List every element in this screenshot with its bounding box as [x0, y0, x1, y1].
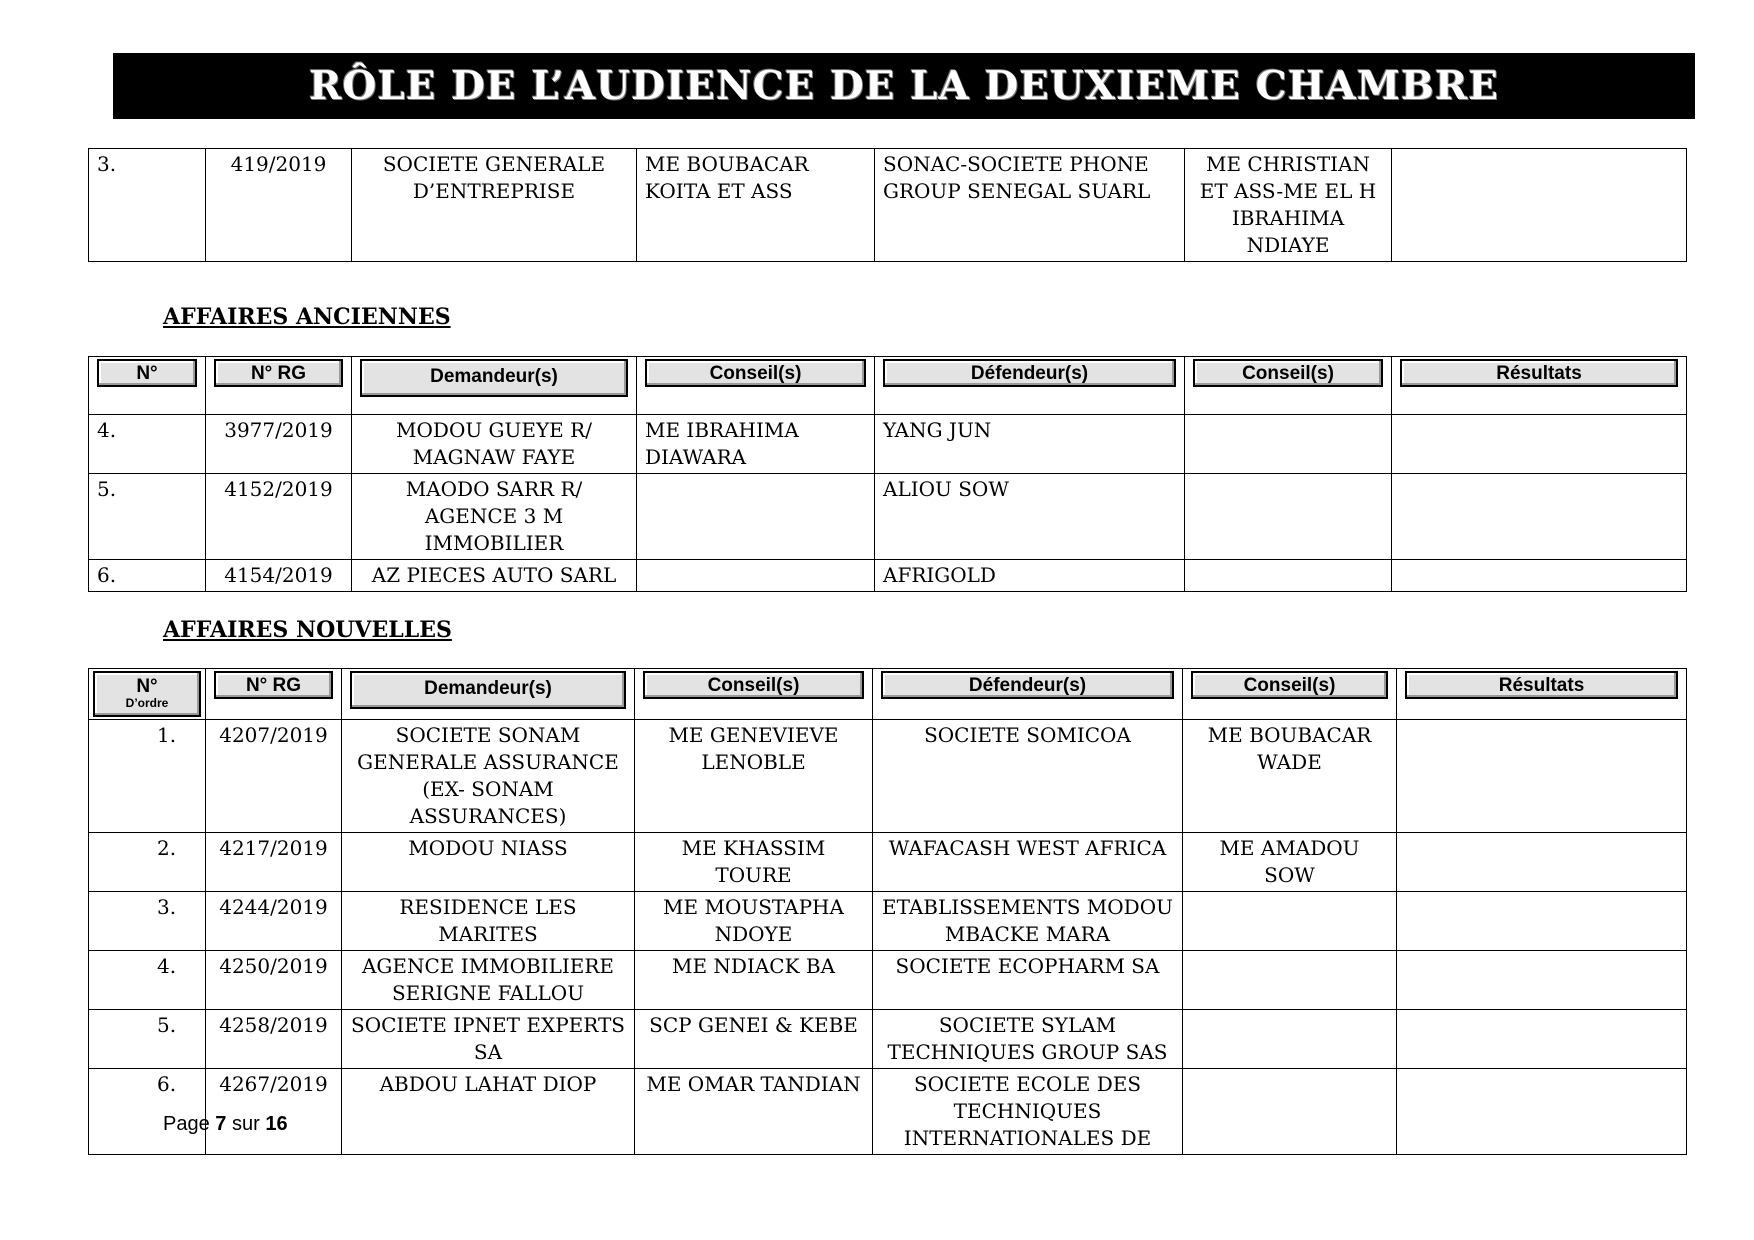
header-conseil2: [1185, 357, 1392, 415]
cell-rg: 4207/2019: [206, 720, 342, 833]
cell-conseil2: [1185, 474, 1392, 560]
footer-page-number: 7: [215, 1113, 227, 1135]
footer-page-total: 16: [265, 1113, 288, 1135]
header-n: [89, 357, 206, 415]
cell-demandeur: ABDOU LAHAT DIOP: [342, 1069, 635, 1155]
header-demandeur: [342, 669, 635, 720]
cell-conseil: ME GENEVIEVE LENOBLE: [635, 720, 873, 833]
cell-conseil2: ME BOUBACAR WADE: [1183, 720, 1397, 833]
cell-n: 6.: [89, 1069, 206, 1155]
header-rg: [206, 669, 342, 720]
cell-demandeur: SOCIETE GENERALE D’ENTREPRISE: [352, 149, 637, 262]
header-defendeur: [873, 669, 1183, 720]
cell-conseil: ME OMAR TANDIAN: [635, 1069, 873, 1155]
cell-conseil2: [1183, 1069, 1397, 1155]
table-row: [89, 149, 1687, 262]
cell-resultats: [1392, 149, 1687, 262]
cell-defendeur: YANG JUN: [875, 415, 1185, 474]
cell-conseil2: ME AMADOU SOW: [1183, 833, 1397, 892]
table-row: [89, 951, 1687, 1010]
header-n-text: N°: [136, 676, 158, 697]
header-demandeur-label: Demandeur(s): [350, 671, 626, 709]
cell-conseil: ME MOUSTAPHA NDOYE: [635, 892, 873, 951]
cell-rg: 419/2019: [206, 149, 352, 262]
cell-n: 2.: [89, 833, 206, 892]
cell-conseil: SCP GENEI & KEBE: [635, 1010, 873, 1069]
cell-defendeur: SOCIETE SYLAM TECHNIQUES GROUP SAS: [873, 1010, 1183, 1069]
cell-rg: 4250/2019: [206, 951, 342, 1010]
header-defendeur-label: Défendeur(s): [883, 359, 1176, 387]
cell-conseil: ME BOUBACAR KOITA ET ASS: [637, 149, 875, 262]
cell-n: 4.: [89, 415, 206, 474]
table-row: [89, 892, 1687, 951]
top-table: [88, 148, 1687, 262]
section-title-nouvelles: AFFAIRES NOUVELLES: [163, 617, 452, 643]
cell-conseil: ME IBRAHIMA DIAWARA: [637, 415, 875, 474]
cell-demandeur: MAODO SARR R/ AGENCE 3 M IMMOBILIER: [352, 474, 637, 560]
cell-n: 3.: [89, 149, 206, 262]
cell-demandeur: SOCIETE SONAM GENERALE ASSURANCE (EX- SONAM ASSURANCES): [342, 720, 635, 833]
header-resultats-label: Résultats: [1400, 359, 1678, 387]
footer-middle: sur: [231, 1113, 260, 1135]
footer-prefix: Page: [163, 1113, 210, 1135]
header-n: [89, 669, 206, 720]
header-defendeur-label: Défendeur(s): [881, 671, 1174, 699]
header-conseil2-label: Conseil(s): [1193, 359, 1383, 387]
cell-rg: 4258/2019: [206, 1010, 342, 1069]
cell-resultats: [1392, 415, 1687, 474]
cell-n: 1.: [89, 720, 206, 833]
header-resultats: [1397, 669, 1687, 720]
cell-rg: 4217/2019: [206, 833, 342, 892]
cell-resultats: [1392, 560, 1687, 592]
anciennes-table: [88, 356, 1687, 592]
cell-n: 5.: [89, 1010, 206, 1069]
page-footer: [163, 1113, 288, 1136]
header-resultats-label: Résultats: [1405, 671, 1678, 699]
header-rg-label: N° RG: [214, 671, 333, 699]
cell-rg: 3977/2019: [206, 415, 352, 474]
table-header-row: [89, 669, 1687, 720]
cell-resultats: [1392, 474, 1687, 560]
cell-resultats: [1397, 720, 1687, 833]
cell-conseil: [637, 474, 875, 560]
cell-conseil2: [1183, 1010, 1397, 1069]
header-rg: [206, 357, 352, 415]
header-defendeur: [875, 357, 1185, 415]
table-row: [89, 474, 1687, 560]
cell-demandeur: SOCIETE IPNET EXPERTS SA: [342, 1010, 635, 1069]
cell-rg: 4267/2019: [206, 1069, 342, 1155]
table-header-row: [89, 357, 1687, 415]
cell-defendeur: ALIOU SOW: [875, 474, 1185, 560]
header-conseil: [637, 357, 875, 415]
cell-defendeur: WAFACASH WEST AFRICA: [873, 833, 1183, 892]
cell-n: 6.: [89, 560, 206, 592]
cell-rg: 4154/2019: [206, 560, 352, 592]
table-row: [89, 415, 1687, 474]
cell-demandeur: AGENCE IMMOBILIERE SERIGNE FALLOU: [342, 951, 635, 1010]
header-resultats: [1392, 357, 1687, 415]
header-n-label: [93, 671, 201, 717]
table-row: [89, 1069, 1687, 1155]
cell-demandeur: AZ PIECES AUTO SARL: [352, 560, 637, 592]
cell-defendeur: SOCIETE ECOPHARM SA: [873, 951, 1183, 1010]
cell-demandeur: MODOU GUEYE R/ MAGNAW FAYE: [352, 415, 637, 474]
header-conseil-label: Conseil(s): [643, 671, 864, 699]
cell-defendeur: AFRIGOLD: [875, 560, 1185, 592]
cell-resultats: [1397, 951, 1687, 1010]
cell-resultats: [1397, 1069, 1687, 1155]
cell-conseil2: [1185, 560, 1392, 592]
header-demandeur: [352, 357, 637, 415]
page-title-banner: [113, 53, 1695, 119]
cell-resultats: [1397, 1010, 1687, 1069]
cell-conseil2: ME CHRISTIAN ET ASS-ME EL H IBRAHIMA NDIAYE: [1185, 149, 1392, 262]
page-title: RÔLE DE L’AUDIENCE DE LA DEUXIEME CHAMBRE: [309, 63, 1499, 109]
section-title-anciennes: AFFAIRES ANCIENNES: [163, 304, 451, 330]
table-row: [89, 560, 1687, 592]
cell-n: 5.: [89, 474, 206, 560]
cell-resultats: [1397, 892, 1687, 951]
cell-defendeur: ETABLISSEMENTS MODOU MBACKE MARA: [873, 892, 1183, 951]
header-conseil: [635, 669, 873, 720]
cell-conseil2: [1183, 951, 1397, 1010]
cell-conseil: [637, 560, 875, 592]
cell-demandeur: RESIDENCE LES MARITES: [342, 892, 635, 951]
nouvelles-table: [88, 668, 1687, 1155]
header-n-subtext: D’ordre: [125, 696, 169, 710]
header-demandeur-label: Demandeur(s): [360, 359, 628, 397]
cell-resultats: [1397, 833, 1687, 892]
cell-n: 3.: [89, 892, 206, 951]
cell-rg: 4244/2019: [206, 892, 342, 951]
cell-defendeur: SOCIETE SOMICOA: [873, 720, 1183, 833]
header-rg-label: N° RG: [214, 359, 343, 387]
header-conseil2-label: Conseil(s): [1191, 671, 1388, 699]
cell-conseil2: [1185, 415, 1392, 474]
cell-defendeur: SOCIETE ECOLE DES TECHNIQUES INTERNATIONALES DE: [873, 1069, 1183, 1155]
cell-demandeur: MODOU NIASS: [342, 833, 635, 892]
header-n-label: N°: [97, 359, 197, 387]
cell-n: 4.: [89, 951, 206, 1010]
table-row: [89, 833, 1687, 892]
header-conseil-label: Conseil(s): [645, 359, 866, 387]
cell-conseil2: [1183, 892, 1397, 951]
header-conseil2: [1183, 669, 1397, 720]
cell-conseil: ME NDIACK BA: [635, 951, 873, 1010]
table-row: [89, 720, 1687, 833]
cell-rg: 4152/2019: [206, 474, 352, 560]
cell-defendeur: SONAC-SOCIETE PHONE GROUP SENEGAL SUARL: [875, 149, 1185, 262]
table-row: [89, 1010, 1687, 1069]
cell-conseil: ME KHASSIM TOURE: [635, 833, 873, 892]
